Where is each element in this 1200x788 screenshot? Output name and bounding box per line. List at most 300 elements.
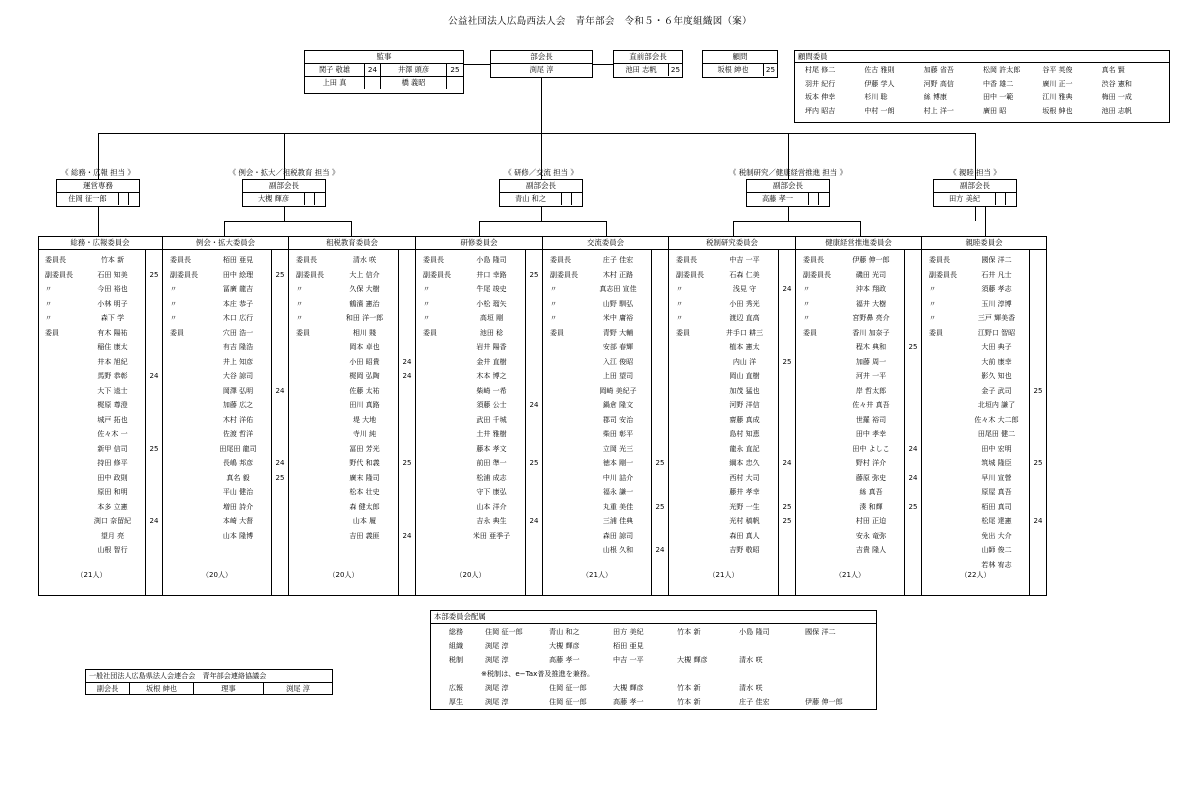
- predecessor-name: 池田 志帆: [614, 64, 669, 76]
- advisor-name: 伊藤 学人: [864, 79, 895, 88]
- member-row: [796, 282, 922, 296]
- committee-column: [38, 236, 163, 596]
- member-row: [416, 297, 543, 311]
- member-age: 25: [529, 270, 539, 279]
- member-name: 増田 詩介: [222, 502, 254, 511]
- hq-member: 竹本 新: [677, 697, 701, 706]
- hq-category: 厚生: [448, 697, 464, 706]
- hq-member: 庄子 佳宏: [739, 697, 770, 706]
- member-name: 山本 履: [352, 517, 377, 525]
- member-row: [796, 369, 922, 383]
- hq-row: [431, 681, 876, 695]
- advisor-name: 廣川 正一: [1042, 79, 1073, 88]
- member-name: 庄子 佳宏: [602, 256, 634, 264]
- member-name: 山本 隆博: [222, 531, 254, 540]
- member-row: [289, 326, 416, 340]
- branch-role: 副部会長: [934, 180, 1016, 193]
- member-row: [669, 384, 796, 398]
- liaison-name: 坂根 紳也: [130, 683, 194, 695]
- member-row: [38, 427, 163, 441]
- member-name: 吉野 敬昭: [729, 546, 760, 554]
- member-row: [922, 398, 1047, 412]
- member-name: 光野 一生: [729, 502, 760, 511]
- member-name: 鶴濱 憲治: [349, 299, 380, 308]
- member-row: [922, 543, 1047, 557]
- member-name: 岸 哲太郎: [855, 386, 887, 395]
- member-role: 委員: [676, 328, 690, 337]
- member-name: 本多 立憲: [97, 502, 128, 511]
- member-row: [163, 500, 289, 514]
- member-name: 吉貴 隆人: [855, 546, 887, 554]
- committee-column: [289, 236, 416, 596]
- member-row: [669, 282, 796, 296]
- member-role: 副委員長: [423, 270, 451, 279]
- member-name: 大田 典子: [981, 343, 1012, 351]
- advisors-header: 顧問委員: [795, 51, 1169, 63]
- member-name: 山根 久和: [602, 546, 634, 554]
- member-name: 武田 千城: [476, 415, 507, 424]
- member-row: [416, 369, 543, 383]
- member-row: [289, 340, 416, 354]
- member-name: 香川 加奈子: [852, 328, 890, 337]
- member-role: 〃: [45, 299, 52, 308]
- hq-member: 栢田 亜見: [613, 641, 644, 650]
- member-name: 岡崎 美紀子: [599, 386, 637, 395]
- advisor-name: 村尾 修二: [805, 66, 836, 74]
- member-row: [38, 355, 163, 369]
- member-row: [543, 384, 669, 398]
- member-row: [796, 268, 922, 282]
- member-row: [163, 514, 289, 528]
- hq-member: 大槻 輝彦: [677, 655, 708, 664]
- member-name: 本崎 大督: [222, 517, 254, 525]
- member-name: 藤原 弥史: [855, 473, 887, 482]
- member-role: 委員長: [676, 256, 697, 264]
- member-row: [543, 253, 669, 267]
- hq-header: 本部委員会配属: [431, 611, 876, 624]
- member-name: 筑城 隆臣: [981, 459, 1012, 467]
- member-name: 長嶋 邦彦: [222, 459, 254, 467]
- member-row: [416, 268, 543, 282]
- member-name: 野代 和義: [349, 459, 380, 467]
- advisor-name: 杉川 聡: [864, 93, 888, 101]
- member-role: 〃: [45, 285, 52, 293]
- member-role: 委員: [550, 328, 564, 337]
- member-role: 委員: [45, 328, 59, 337]
- predecessor-age: 25: [670, 65, 681, 74]
- hq-member: 大槻 輝彦: [613, 683, 644, 692]
- page-title: 公益社団法人広島西法人会 青年部会 令和５・６年度組織図（案）: [448, 16, 752, 27]
- member-name: 須藤 公士: [476, 401, 507, 409]
- member-name: 宮野鼻 亮介: [852, 314, 890, 322]
- member-name: 柴崎 一希: [476, 386, 507, 395]
- member-role: 副委員長: [296, 270, 324, 279]
- member-row: [289, 268, 416, 282]
- member-name: 入江 俊昭: [602, 357, 634, 366]
- committee-name: 研修委員会: [416, 236, 542, 250]
- member-name: 安永 竜弥: [855, 531, 887, 540]
- member-row: [796, 442, 922, 456]
- member-row: [796, 543, 922, 557]
- member-name: 原田 和明: [97, 488, 128, 496]
- member-row: [38, 326, 163, 340]
- member-name: 郡司 安治: [602, 415, 634, 424]
- advisor-name: 絲 博康: [923, 93, 947, 101]
- member-row: [163, 355, 289, 369]
- member-row: [796, 384, 922, 398]
- member-name: 松本 壮史: [349, 488, 380, 496]
- member-name: 今田 裕也: [97, 285, 128, 293]
- advisor-name: 梅田 一成: [1101, 93, 1132, 101]
- member-row: [416, 427, 543, 441]
- member-row: [922, 471, 1047, 485]
- member-name: 岡澤 弘明: [222, 386, 254, 395]
- branch-role: 副部会長: [747, 180, 829, 193]
- hq-member: 住岡 征一郎: [485, 627, 523, 636]
- member-age: 25: [908, 502, 918, 511]
- member-row: [38, 369, 163, 383]
- member-name: 大上 信介: [349, 270, 380, 279]
- member-row: [38, 471, 163, 485]
- hq-row: [431, 639, 876, 653]
- member-role: 〃: [170, 285, 177, 293]
- member-role: 委員長: [803, 256, 824, 264]
- member-name: 和田 洋一郎: [345, 314, 384, 322]
- hq-member: 青山 和之: [549, 627, 580, 636]
- member-name: 穴田 浩一: [222, 328, 254, 337]
- committee-name: 親睦委員会: [922, 236, 1046, 250]
- branch-box: [933, 179, 1017, 207]
- hq-member: 住岡 征一郎: [549, 683, 587, 692]
- member-row: [289, 384, 416, 398]
- member-name: 小松 瑠矢: [476, 299, 507, 308]
- member-name: 山本 洋介: [476, 502, 507, 511]
- member-name: 河井 一平: [855, 372, 887, 380]
- branch-name: 青山 和之: [500, 193, 562, 205]
- member-name: 渕口 奈留紀: [93, 517, 132, 525]
- member-row: [796, 413, 922, 427]
- member-name: 湊 和輝: [859, 502, 883, 511]
- hq-member: 渕尾 淳: [485, 655, 509, 664]
- member-name: 田川 真路: [349, 401, 380, 409]
- hq-member: 高藤 孝一: [549, 655, 580, 664]
- member-row: [163, 471, 289, 485]
- hq-member: 伊藤 伸一郎: [805, 697, 843, 706]
- member-name: 守下 康弘: [476, 488, 507, 496]
- member-name: 相川 賤: [352, 328, 377, 337]
- member-name: 石田 知美: [97, 270, 128, 279]
- member-name: 金子 武司: [981, 386, 1012, 395]
- member-role: 委員長: [170, 256, 191, 264]
- member-row: [669, 297, 796, 311]
- member-name: 渡辺 直高: [729, 314, 760, 322]
- member-row: [416, 514, 543, 528]
- member-name: 小島 隆司: [476, 256, 507, 264]
- member-name: 沖本 翔政: [855, 285, 887, 293]
- advisor-name: 中香 雄二: [982, 79, 1014, 88]
- member-age: 25: [149, 270, 159, 279]
- committee-name: 交流委員会: [543, 236, 668, 250]
- member-row: [163, 253, 289, 267]
- member-name: 森田 諒司: [602, 531, 634, 540]
- member-age: 24: [908, 444, 918, 453]
- member-row: [543, 340, 669, 354]
- member-age: 24: [529, 401, 539, 409]
- member-name: 上田 望司: [602, 372, 634, 380]
- counselor-name: 坂根 紳也: [703, 64, 764, 76]
- member-row: [543, 427, 669, 441]
- liaison-header: 一般社団法人広島県法人会連合会 青年部会連絡協議会: [86, 670, 332, 683]
- member-name: 真名 毅: [226, 473, 250, 482]
- member-name: 徳本 剛一: [602, 459, 634, 467]
- branch-role: 副部会長: [243, 180, 325, 193]
- member-name: 國保 洋二: [981, 256, 1012, 264]
- member-age: 25: [1033, 459, 1043, 467]
- member-row: [38, 514, 163, 528]
- member-name: 高垣 剛: [479, 314, 504, 322]
- member-row: [543, 398, 669, 412]
- committee-count: （20人）: [455, 571, 486, 579]
- hq-note: ※税制は、e−Tax普及推進を兼務。: [481, 669, 595, 678]
- member-row: [922, 268, 1047, 282]
- member-row: [543, 543, 669, 557]
- member-row: [289, 442, 416, 456]
- member-name: 小田 秀光: [729, 299, 760, 308]
- member-name: 安部 春輝: [602, 343, 634, 351]
- member-role: 委員: [296, 328, 310, 337]
- member-role: 副委員長: [676, 270, 704, 279]
- hq-member: 渕尾 淳: [485, 683, 509, 692]
- advisor-name: 坪内 昭吉: [805, 106, 836, 115]
- member-age: 25: [402, 459, 412, 467]
- member-name: 田尾田 龍司: [219, 444, 257, 453]
- member-name: 金井 直樹: [476, 357, 507, 366]
- member-row: [289, 282, 416, 296]
- member-row: [543, 297, 669, 311]
- member-name: 山師 俊二: [981, 546, 1012, 554]
- member-row: [796, 514, 922, 528]
- hq-member: 渕尾 淳: [485, 697, 509, 706]
- member-row: [669, 456, 796, 470]
- member-age: 25: [782, 517, 792, 525]
- member-name: 伊藤 伸一郎: [852, 256, 890, 264]
- member-role: 副委員長: [803, 270, 831, 279]
- member-row: [416, 355, 543, 369]
- member-role: 〃: [170, 314, 177, 322]
- advisor-name: 松岡 許太郎: [982, 66, 1021, 74]
- advisor-name: 羽井 紀行: [805, 79, 836, 88]
- member-row: [669, 326, 796, 340]
- member-row: [163, 297, 289, 311]
- branch-label: 《 税制研究／健康経営推進 担当 》: [729, 168, 847, 177]
- member-name: 土井 雅樹: [476, 430, 507, 438]
- member-name: 岡山 直樹: [729, 372, 760, 380]
- member-age: 25: [275, 473, 285, 482]
- member-name: 龍永 直記: [729, 444, 760, 453]
- hq-member: [673, 639, 735, 653]
- member-name: 木村 正路: [602, 270, 634, 279]
- committee-count: （21人）: [76, 571, 107, 579]
- member-row: [796, 355, 922, 369]
- hq-member: 田方 美紀: [613, 627, 644, 636]
- member-row: [38, 282, 163, 296]
- member-name: 田尾田 健二: [977, 430, 1016, 438]
- liaison-role: 副会長: [86, 683, 130, 695]
- hq-member: 竹本 新: [677, 683, 701, 692]
- member-role: 副委員長: [550, 270, 578, 279]
- member-row: [543, 413, 669, 427]
- member-name: 吉永 典生: [476, 517, 507, 525]
- committee-name: 総務・広報委員会: [38, 236, 162, 250]
- member-row: [922, 456, 1047, 470]
- member-name: 清水 咲: [352, 256, 377, 264]
- member-name: 内山 洋: [732, 357, 757, 366]
- hq-row: [431, 625, 876, 639]
- member-name: 齋藤 真成: [729, 415, 760, 424]
- committee-count: （21人）: [708, 571, 739, 579]
- member-name: 本庄 恭子: [222, 299, 254, 308]
- member-age: 25: [782, 502, 792, 511]
- hq-member: [801, 653, 871, 667]
- auditor-header: 監事: [305, 51, 463, 64]
- member-name: 加藤 周一: [855, 357, 887, 366]
- member-row: [543, 500, 669, 514]
- member-name: 佐々木 一: [97, 430, 128, 438]
- member-name: 免出 大介: [981, 531, 1012, 540]
- member-row: [796, 529, 922, 543]
- member-name: 城戸 拓也: [97, 415, 128, 424]
- member-role: 委員: [803, 328, 817, 337]
- committee-name: 例会・拡大委員会: [163, 236, 288, 250]
- liaison-name: 渕尾 淳: [286, 684, 310, 693]
- committee-count: （20人）: [328, 571, 359, 579]
- member-name: 新甲 信司: [97, 444, 128, 453]
- branch-box: [242, 179, 326, 207]
- member-row: [543, 268, 669, 282]
- member-role: 〃: [296, 299, 303, 308]
- advisor-name: 田中 一範: [982, 93, 1014, 101]
- member-row: [416, 384, 543, 398]
- advisors-box: [794, 50, 1170, 123]
- member-age: 25: [275, 270, 285, 279]
- member-role: 〃: [170, 299, 177, 308]
- member-name: 藤本 孝文: [476, 444, 507, 453]
- advisor-name: 池田 志帆: [1101, 106, 1132, 115]
- member-name: 大前 康幸: [981, 357, 1012, 366]
- member-row: [289, 485, 416, 499]
- member-row: [416, 529, 543, 543]
- hq-row: [431, 653, 876, 667]
- member-row: [163, 485, 289, 499]
- branch-label: 《 総務・広報 担当 》: [61, 168, 135, 177]
- member-row: [163, 529, 289, 543]
- counselor-header: 顧問: [703, 51, 777, 64]
- auditor-age: 24: [365, 64, 381, 76]
- member-age: 25: [655, 502, 665, 511]
- committee-count: （21人）: [835, 571, 865, 579]
- member-row: [163, 456, 289, 470]
- committee-name: 健康経営推進委員会: [796, 236, 921, 250]
- member-age: 25: [529, 459, 539, 467]
- member-role: 委員長: [423, 256, 444, 264]
- member-name: 小林 明子: [97, 299, 128, 308]
- member-role: 〃: [676, 299, 683, 308]
- advisor-name: 村上 洋一: [923, 106, 954, 115]
- member-name: 岩井 陽香: [476, 343, 507, 351]
- member-row: [796, 427, 922, 441]
- member-name: 真志田 宣佳: [599, 285, 637, 293]
- hq-member: 渕尾 淳: [485, 641, 509, 650]
- member-row: [922, 500, 1047, 514]
- auditor-name: 橋 義昭: [381, 77, 447, 89]
- member-name: 野村 洋介: [855, 459, 887, 467]
- member-row: [416, 471, 543, 485]
- member-name: 三浦 佳典: [602, 517, 634, 525]
- member-row: [796, 297, 922, 311]
- member-name: 柴田 彰平: [602, 430, 634, 438]
- member-row: [922, 413, 1047, 427]
- member-age: 24: [782, 459, 792, 467]
- member-role: 〃: [550, 314, 557, 322]
- liaison-role: 理事: [194, 683, 264, 695]
- member-name: 田中 よしこ: [852, 444, 890, 453]
- member-name: 玉川 淳博: [981, 299, 1012, 308]
- member-name: 田中 政則: [97, 473, 128, 482]
- member-row: [163, 398, 289, 412]
- member-name: 鍋倉 隆文: [602, 401, 634, 409]
- branch-role: 運営専務: [57, 180, 139, 193]
- member-row: [796, 456, 922, 470]
- member-role: 〃: [929, 314, 936, 322]
- member-name: 中吉 一平: [729, 256, 760, 264]
- member-row: [669, 311, 796, 325]
- auditor-name: 上田 真: [305, 77, 365, 89]
- member-role: 〃: [423, 285, 430, 293]
- member-name: 大谷 諒司: [222, 372, 254, 380]
- member-name: 前田 準一: [476, 459, 507, 467]
- member-row: [289, 311, 416, 325]
- member-row: [289, 427, 416, 441]
- member-name: 久保 大樹: [349, 285, 380, 293]
- member-age: 24: [275, 386, 285, 395]
- member-row: [796, 253, 922, 267]
- member-name: 梶原 尊澄: [97, 401, 128, 409]
- member-age: 24: [402, 372, 412, 380]
- member-row: [922, 326, 1047, 340]
- advisor-name: 真名 賢: [1101, 66, 1125, 74]
- member-name: 佐々井 真吾: [852, 401, 890, 409]
- member-name: 井本 旭紀: [97, 357, 128, 366]
- member-row: [289, 253, 416, 267]
- branch-box: [499, 179, 583, 207]
- member-name: 森田 真人: [729, 531, 760, 540]
- member-row: [669, 340, 796, 354]
- auditor-row: [305, 76, 463, 89]
- committee-column: [543, 236, 669, 596]
- member-row: [669, 398, 796, 412]
- member-name: 稲住 康太: [97, 343, 128, 351]
- member-row: [796, 485, 922, 499]
- member-row: [416, 485, 543, 499]
- member-role: 〃: [929, 299, 936, 308]
- member-name: 島村 知恵: [729, 430, 760, 438]
- member-row: [543, 282, 669, 296]
- member-name: 冨廣 龍吉: [222, 285, 254, 293]
- member-row: [38, 268, 163, 282]
- member-role: 〃: [296, 285, 303, 293]
- member-name: 佐渡 哲洋: [222, 430, 254, 438]
- advisor-name: 坂本 伸幸: [805, 93, 836, 101]
